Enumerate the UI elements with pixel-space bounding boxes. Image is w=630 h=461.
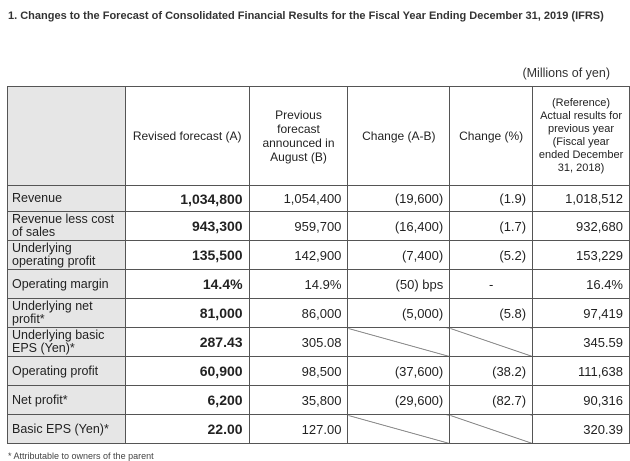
header-revised-forecast: Revised forecast (A) [125, 87, 249, 186]
table-row [8, 270, 630, 299]
forecast-table [7, 86, 630, 444]
header-corner-cell [8, 87, 126, 186]
change-cell: (16,400) [348, 212, 450, 241]
row-label: Revenue [8, 186, 126, 212]
previous-forecast-cell: 142,900 [249, 241, 348, 270]
change-cell: (19,600) [348, 186, 450, 212]
header-previous-forecast: Previous forecast announced in August (B) [249, 87, 348, 186]
change-percent-cell-not-applicable [450, 415, 533, 444]
revised-forecast-cell: 943,300 [125, 212, 249, 241]
change-cell: (50) bps [348, 270, 450, 299]
table-row [8, 415, 630, 444]
reference-cell: 153,229 [533, 241, 630, 270]
row-label: Revenue less cost of sales [8, 212, 126, 241]
table-row [8, 299, 630, 328]
previous-forecast-cell: 86,000 [249, 299, 348, 328]
change-cell-not-applicable [348, 328, 450, 357]
row-label: Net profit* [8, 386, 126, 415]
change-percent-cell: (5.8) [450, 299, 533, 328]
change-percent-cell: (5.2) [450, 241, 533, 270]
change-percent-cell: (82.7) [450, 386, 533, 415]
change-cell: (29,600) [348, 386, 450, 415]
revised-forecast-cell: 60,900 [125, 357, 249, 386]
revised-forecast-cell: 1,034,800 [125, 186, 249, 212]
previous-forecast-cell: 35,800 [249, 386, 348, 415]
revised-forecast-cell: 81,000 [125, 299, 249, 328]
change-percent-cell: (1.7) [450, 212, 533, 241]
header-reference-previous-year: (Reference) Actual results for previous year (Fiscal year ended December 31, 2018) [533, 87, 630, 186]
change-percent-cell: (1.9) [450, 186, 533, 212]
section-heading: 1. Changes to the Forecast of Consolidated Financial Results for the Fiscal Year Ending December 31, 2019 (IFRS) [8, 10, 604, 22]
revised-forecast-cell: 6,200 [125, 386, 249, 415]
row-label: Operating margin [8, 270, 126, 299]
table-row [8, 357, 630, 386]
change-cell: (5,000) [348, 299, 450, 328]
reference-cell: 90,316 [533, 386, 630, 415]
row-label: Operating profit [8, 357, 126, 386]
revised-forecast-cell: 135,500 [125, 241, 249, 270]
previous-forecast-cell: 305.08 [249, 328, 348, 357]
reference-cell: 1,018,512 [533, 186, 630, 212]
reference-cell: 932,680 [533, 212, 630, 241]
reference-cell: 111,638 [533, 357, 630, 386]
reference-cell: 16.4% [533, 270, 630, 299]
row-label: Underlying net profit* [8, 299, 126, 328]
table-row [8, 241, 630, 270]
change-cell: (37,600) [348, 357, 450, 386]
units-label: (Millions of yen) [522, 66, 610, 80]
table-row [8, 212, 630, 241]
change-percent-cell: - [450, 270, 533, 299]
reference-cell: 345.59 [533, 328, 630, 357]
change-percent-cell: (38.2) [450, 357, 533, 386]
row-label: Basic EPS (Yen)* [8, 415, 126, 444]
change-cell: (7,400) [348, 241, 450, 270]
previous-forecast-cell: 959,700 [249, 212, 348, 241]
header-change-percent: Change (%) [450, 87, 533, 186]
row-label: Underlying basic EPS (Yen)* [8, 328, 126, 357]
table-row [8, 186, 630, 212]
footnote: * Attributable to owners of the parent [8, 451, 154, 461]
table-row [8, 328, 630, 357]
change-percent-cell-not-applicable [450, 328, 533, 357]
table-row [8, 386, 630, 415]
row-label: Underlying operating profit [8, 241, 126, 270]
reference-cell: 97,419 [533, 299, 630, 328]
revised-forecast-cell: 14.4% [125, 270, 249, 299]
reference-cell: 320.39 [533, 415, 630, 444]
previous-forecast-cell: 1,054,400 [249, 186, 348, 212]
header-change: Change (A-B) [348, 87, 450, 186]
table-header-row [8, 87, 630, 186]
table-body [8, 186, 630, 444]
previous-forecast-cell: 98,500 [249, 357, 348, 386]
previous-forecast-cell: 127.00 [249, 415, 348, 444]
previous-forecast-cell: 14.9% [249, 270, 348, 299]
change-cell-not-applicable [348, 415, 450, 444]
revised-forecast-cell: 22.00 [125, 415, 249, 444]
revised-forecast-cell: 287.43 [125, 328, 249, 357]
